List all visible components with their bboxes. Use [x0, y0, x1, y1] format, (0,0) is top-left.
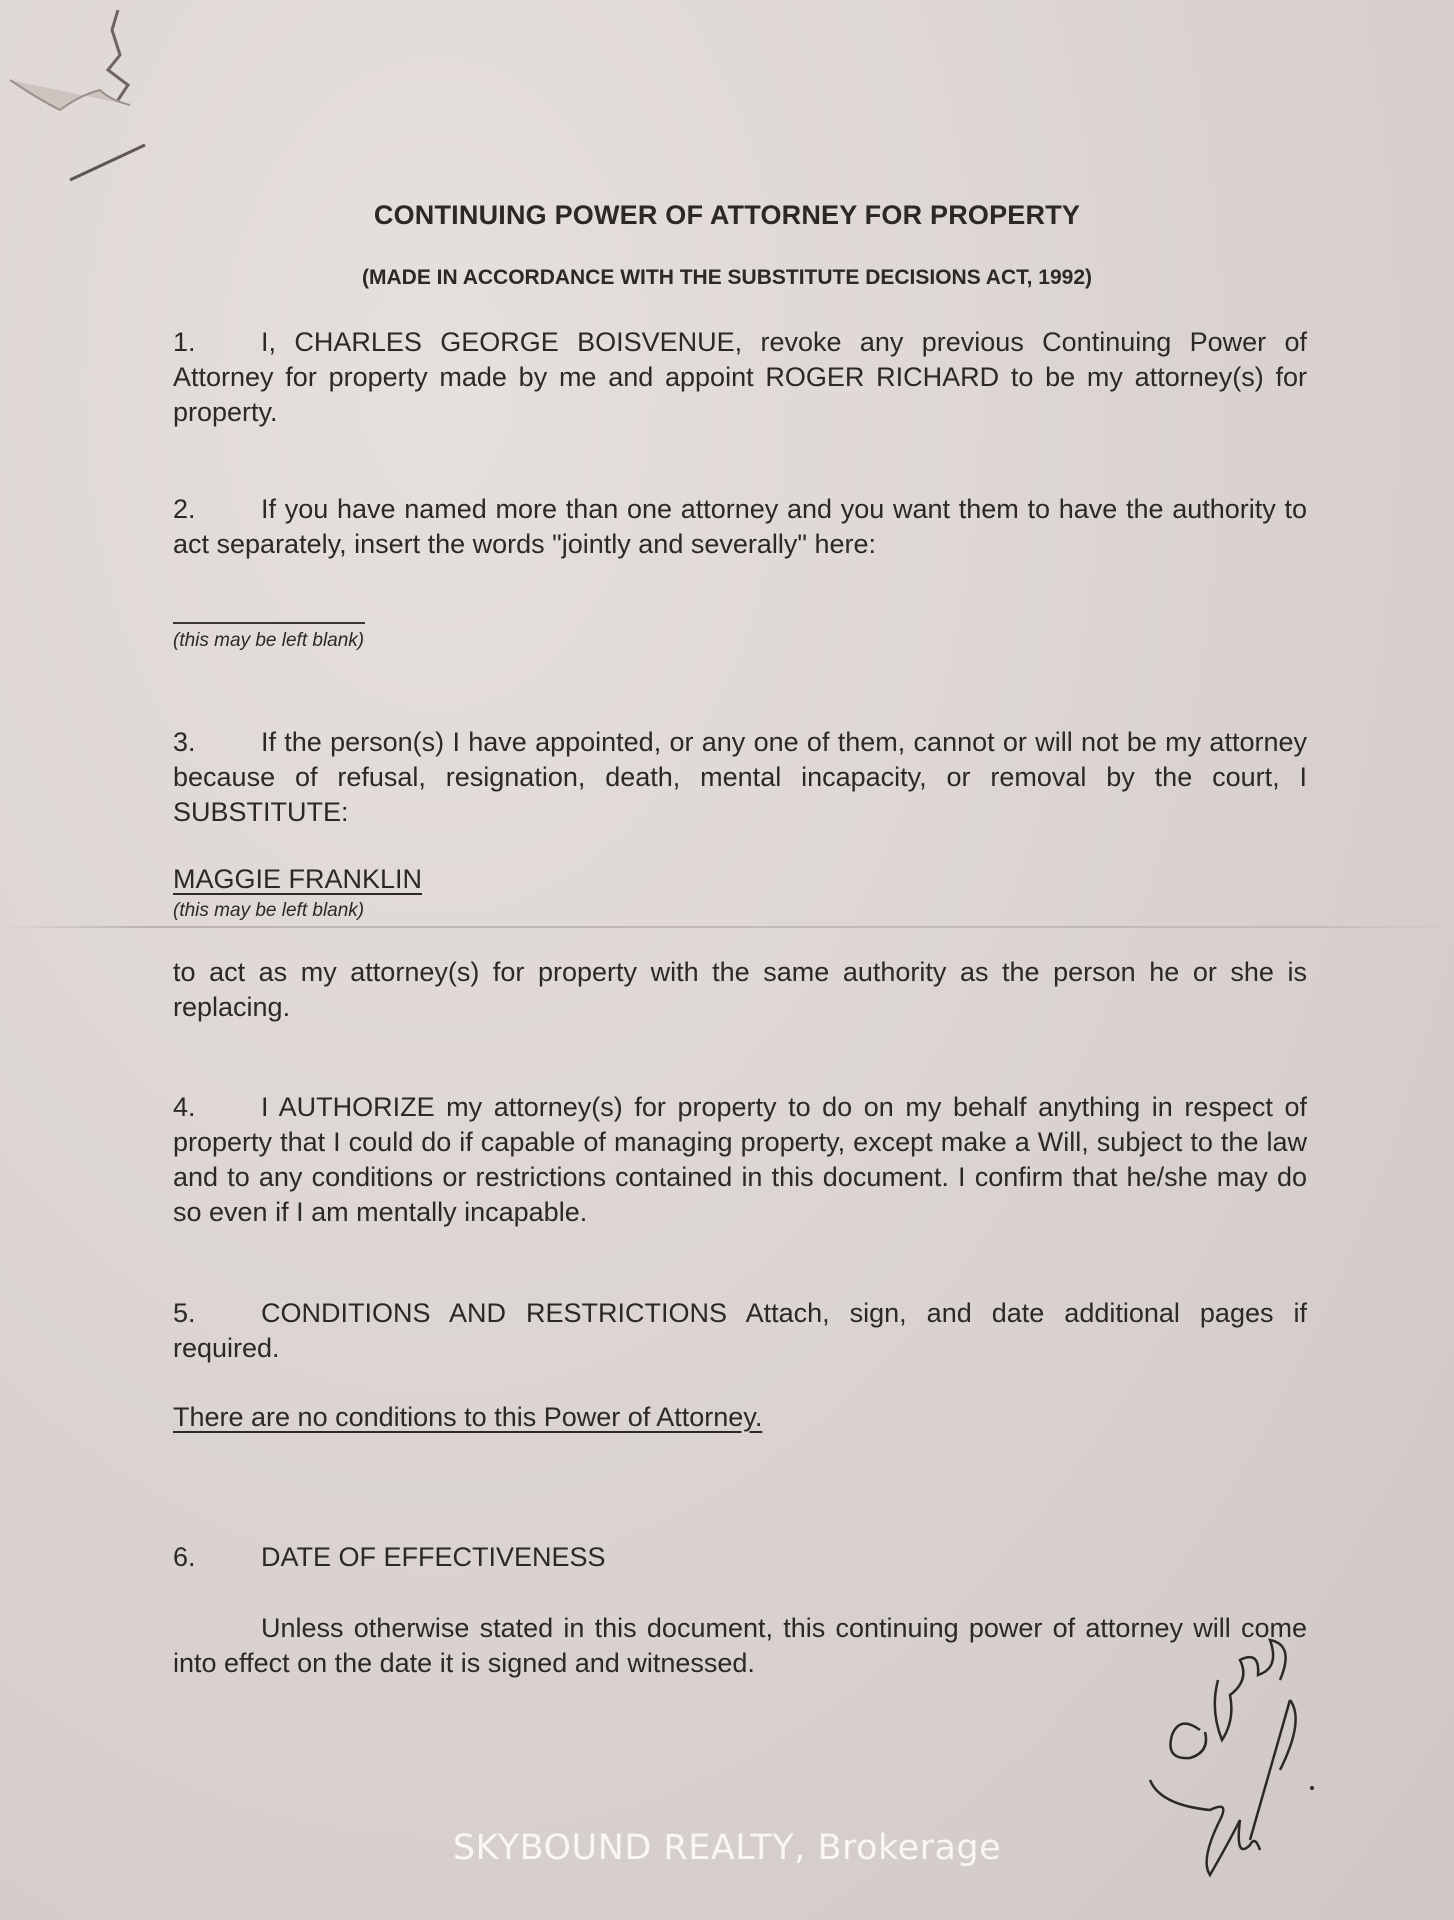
section-3-note: (this may be left blank): [173, 900, 365, 921]
section-4: [173, 1090, 1307, 1230]
section-text: CONDITIONS AND RESTRICTIONS Attach, sign, and date additional pages if required.: [173, 1298, 1307, 1363]
document-subtitle: (MADE IN ACCORDANCE WITH THE SUBSTITUTE DECISIONS ACT, 1992): [362, 266, 1092, 289]
section-2: [173, 492, 1307, 562]
substitute-name: MAGGIE FRANKLIN: [173, 864, 423, 894]
section-5: [173, 1296, 1307, 1366]
section-text: Unless otherwise stated in this document, this continuing power of attorney will come into effect on the date it is signed and witnessed.: [173, 1613, 1307, 1678]
brokerage-watermark: SKYBOUND REALTY, Brokerage: [452, 1828, 1002, 1868]
section-text: I AUTHORIZE my attorney(s) for property to do on my behalf anything in respect of property that I could do if capable of managing property, except make a Will, subject to the law and to any conditions or restrictions contained in this document. I confirm that he/she may do so even if I am mentally incapable.: [173, 1092, 1307, 1227]
jointly-severally-blank: [173, 622, 365, 624]
section-number: 3.: [173, 727, 196, 757]
section-2-note: (this may be left blank): [173, 630, 365, 651]
section-text: I, CHARLES GEORGE BOISVENUE, revoke any previous Continuing Power of Attorney for property made by me and appoint ROGER RICHARD to be my attorney(s) for property.: [173, 327, 1307, 427]
section-heading: DATE OF EFFECTIVENESS: [261, 1542, 606, 1572]
section-3-continuation: to act as my attorney(s) for property with the same authority as the person he or she is replacing.: [173, 957, 1307, 1022]
section-6: [173, 1611, 1307, 1681]
section-text: If you have named more than one attorney and you want them to have the authority to act separately, insert the words "jointly and severally" here:: [173, 494, 1307, 559]
paper-fold-line: [0, 926, 1454, 928]
no-conditions-statement: There are no conditions to this Power of Attorney.: [173, 1402, 763, 1432]
section-6-heading: [173, 1540, 606, 1575]
section-number: 2.: [173, 494, 196, 524]
section-number: 6.: [173, 1542, 196, 1572]
section-text: If the person(s) I have appointed, or any one of them, cannot or will not be my attorney because of refusal, resignation, death, mental incapacity, or removal by the court, I SUBSTITUTE:: [173, 727, 1307, 827]
section-1: [173, 325, 1307, 430]
section-number: 4.: [173, 1092, 196, 1122]
document-title: CONTINUING POWER OF ATTORNEY FOR PROPERTY: [373, 200, 1081, 230]
section-number: 1.: [173, 327, 196, 357]
section-3: [173, 725, 1307, 830]
torn-corner-mark: [0, 0, 160, 200]
section-number: 5.: [173, 1298, 196, 1328]
